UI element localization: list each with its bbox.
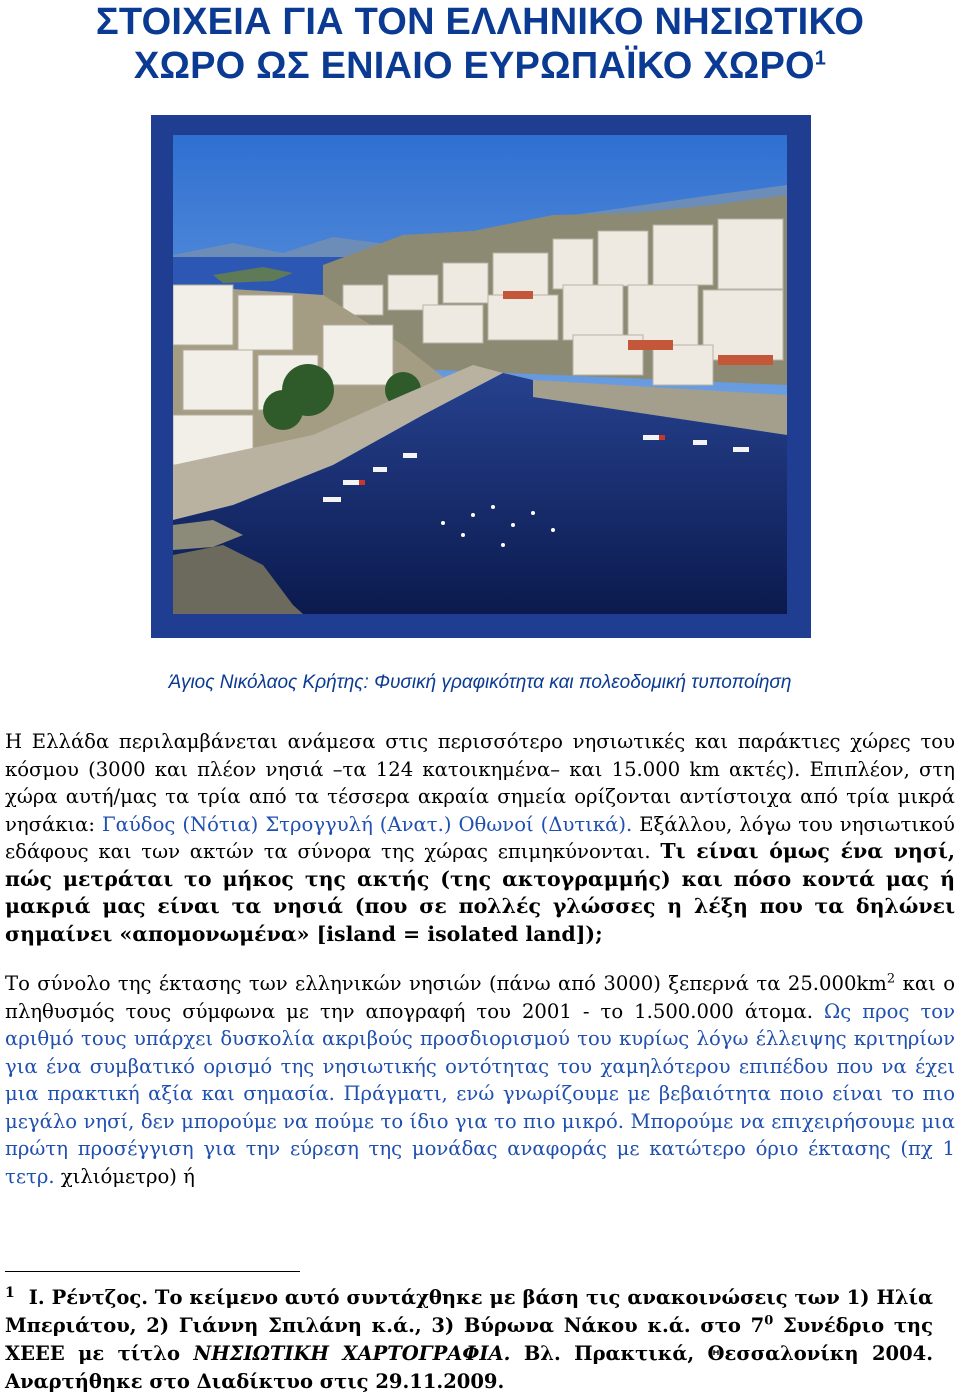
footnote-conference-title: ΝΗΣΙΩΤΙΚΗ ΧΑΡΤΟΓΡΑΦΙΑ. [193,1342,511,1365]
paragraph-2-sentence-3: Πράγματι, ενώ γνωρίζουμε με βεβαιότητα ποιο είναι το πιο μεγάλο νησί, δεν μπορούμε να πούμε το ίδιο για το πιο μικρό. [5,1082,956,1133]
footnote-text-4: Βλ. Πρακτικά, Θεσσαλονίκη 2004. Αναρτήθηκε στο Διαδίκτυο στις 29.11.2009. [5,1342,934,1393]
photo-caption: Άγιος Νικόλαος Κρήτης: Φυσική γραφικότητα και πολεοδομική τυποποίηση [168,672,792,693]
title-line-1: ΣΤΟΙΧΕΙΑ ΓΙΑ ΤΟΝ ΕΛΛΗΝΙΚΟ ΝΗΣΙΩΤΙΚΟ [95,1,865,43]
paragraph-2-sentence-2: Ως προς τον αριθμό τους υπάρχει δυσκολία ακριβούς προσδιορισμού του κυρίως λόγω έλλειψης κριτηρίων για ένα συμβατικό ορισμό της νησιωτικής οντότητας του χαμηλότερου επιπέδου που να έχει μια πρακτική αξία και σημασία. [5,999,955,1105]
title-line-2: ΧΩΡΟ ΩΣ ΕΝΙΑΙΟ ΕΥΡΩΠΑΪΚΟ ΧΩΡΟ [133,45,815,87]
harbor-town-photo [173,135,787,614]
paragraph-2-sentence-5: χιλιόμετρο) ή [60,1164,195,1188]
km2-superscript: 2 [886,971,896,987]
paragraph-1-sentence-2: Εξάλλου, λόγω του νησιωτικού εδάφους και των ακτών τα σύνορα της χώρας επιμηκύνονται. [5,812,955,863]
page-title [4,0,956,88]
title-footnote-mark[interactable]: 1 [814,47,827,70]
footnote [5,1284,933,1396]
paragraph-2-sentence-1: Το σύνολο της έκτασης των ελληνικών νησιών (πάνω από 3000) ξεπερνά τα 25.000km [5,972,887,995]
footnote-number: 1 [5,1284,15,1301]
paragraph-2-sentence-1b: και ο πληθυσμός τους σύμφωνα με την απογραφή του 2001 - το 1.500.000 άτομα. [5,972,955,1023]
paragraph-1-sentence-1: Η Ελλάδα περιλαμβάνεται ανάμεσα στις περισσότερο νησιωτικές και παράκτιες χώρες του κόσμου (3000 και πλέον νησιά –τα 124 κατοικημένα– και 15.000 km ακτές). Επιπλέον, στη χώρα αυτή/μας τα τρία από τα τέσσερα ακραία σημεία ορίζονται αντίστοιχα από τρία μικρά νησάκια: [5,730,955,836]
footnote-text-1: Ι. Ρέντζος. Το κείμενο αυτό συντάχθηκε με βάση τις ανακοινώσεις των 1) Ηλία Μπεριάτου, 2) Γιάννη Σπιλάνη κ.ά., 3) Βύρωνα Νάκου κ.ά. στο 7 [5,1286,933,1337]
footnote-divider [5,1271,300,1272]
body-text [5,728,955,1190]
photo-frame [151,115,811,638]
paragraph-2 [5,970,955,1190]
island-question: Τι είναι όμως ένα νησί, πώς μετράται το μήκος της ακτής (της ακτογραμμής) και πόσο κοντά μας ή μακριά μας είναι τα νησιά (που σε πολλές γλώσσες η λέξη που τα δηλώνει σημαίνει «απομονωμένα» [island = isolated land]); [5,839,955,946]
footnote-ordinal: 0 [764,1313,774,1329]
paragraph-1 [5,728,955,948]
paragraph-2-sentence-4: Μπορούμε να επιχειρήσουμε μια πρώτη προσέγγιση για την εύρεση της μονάδας αναφοράς με κατώτερο όριο έκτασης (πχ 1 τετρ. [5,1109,955,1188]
islands-highlight: Γαύδος (Νότια) Στρογγυλή (Ανατ.) Οθωνοί (Δυτικά). [102,812,633,836]
footnote-text-2: Συνέδριο της ΧΕΕΕ με τίτλο [5,1314,933,1365]
